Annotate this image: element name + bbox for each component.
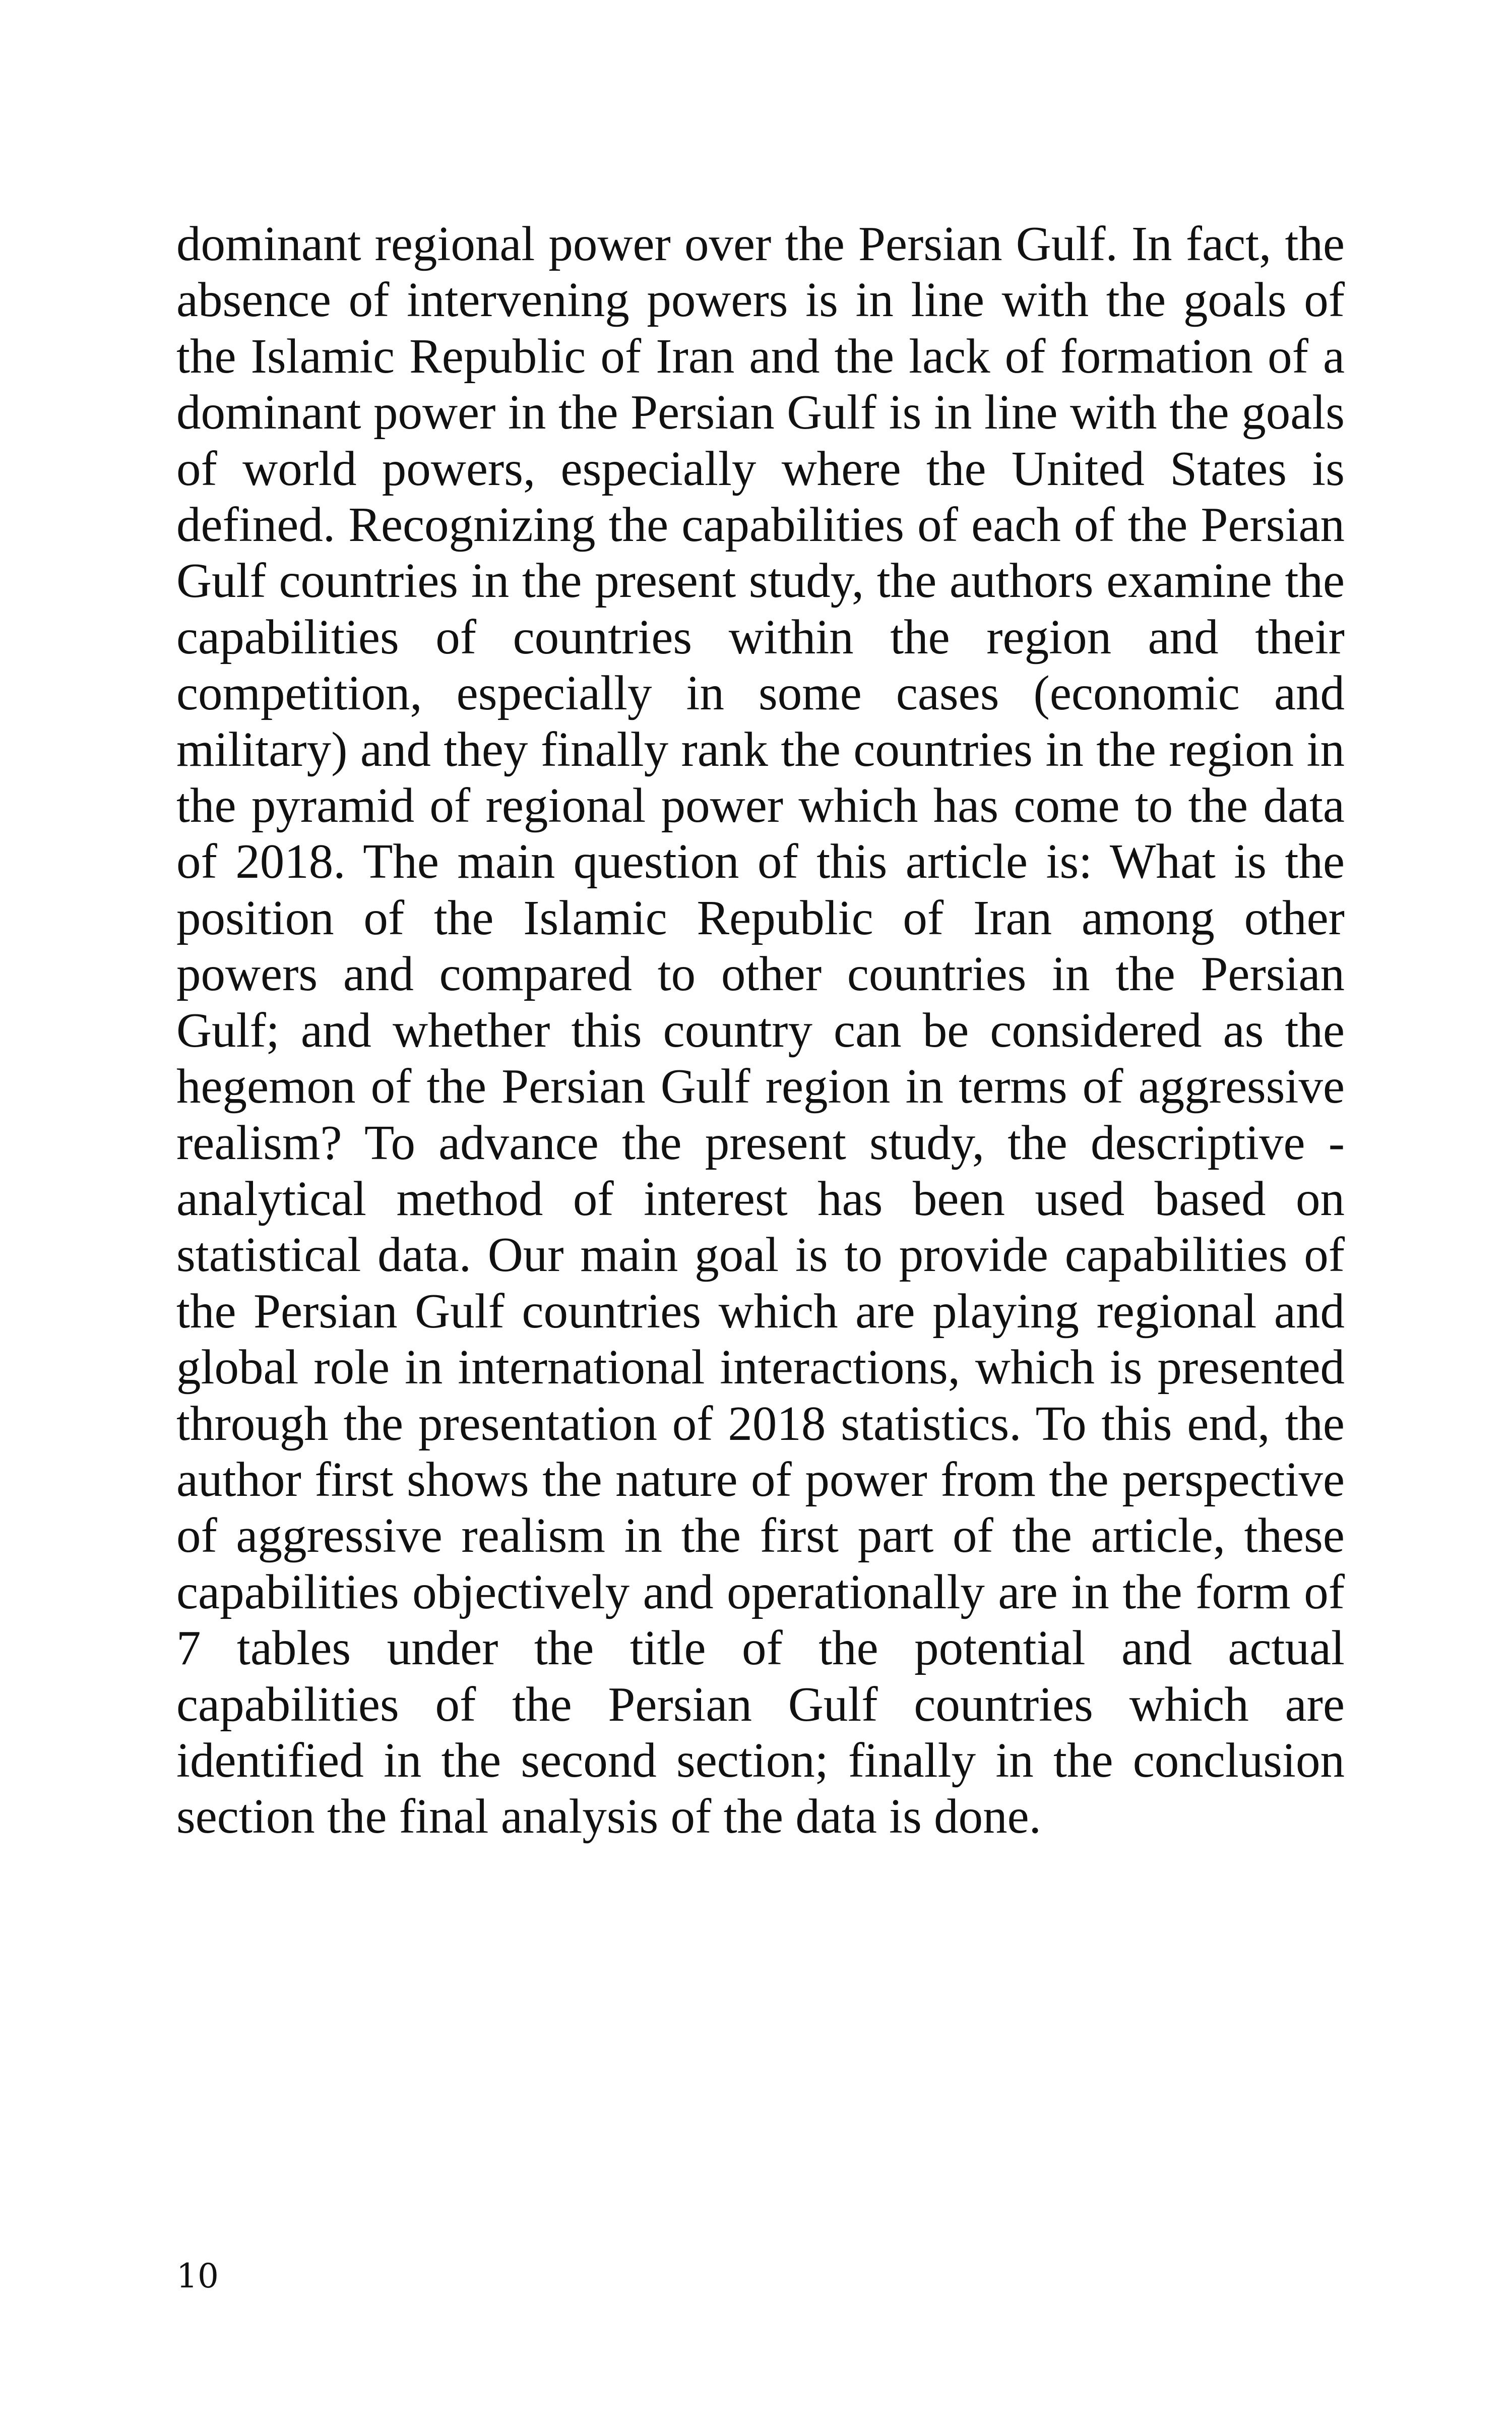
body-paragraph: dominant regional power over the Persian Gulf. In fact, the absence of intervening powers is in line with the goals of the Islamic Republic of Iran and the lack of formation of a dominant power in the Persian Gulf is in line with the goals of world powers, especially where the United States is defined. Recognizing the capabilities of each of the Persian Gulf countries in the present study, the authors examine the capabilities of countries within the region and their competition, especially in some cases (economic and military) and they finally rank the countries in the region in the pyramid of regional power which has come to the data of 2018. The main question of this article is: What is the position of the Islamic Republic of Iran among other powers and compared to other countries in the Persian Gulf; and whether this country can be considered as the hegemon of the Persian Gulf region in terms of aggressive realism? To advance the present study, the descriptive - analytical method of interest has been used based on statistical data. Our main goal is to provide capabilities of the Persian Gulf countries which are playing regional and global role in international interactions, which is presented through the presentation of 2018 statistics. To this end, the author first shows the nature of power from the perspective of aggressive realism in the first part of the article, these capabilities objectively and operationally are in the form of 7 tables under the title of the potential and actual capabilities of the Persian Gulf countries which are identified in the second section; finally in the conclusion section the final analysis of the data is done. (176, 217, 1345, 1844)
page-number: 10 (176, 2257, 219, 2295)
